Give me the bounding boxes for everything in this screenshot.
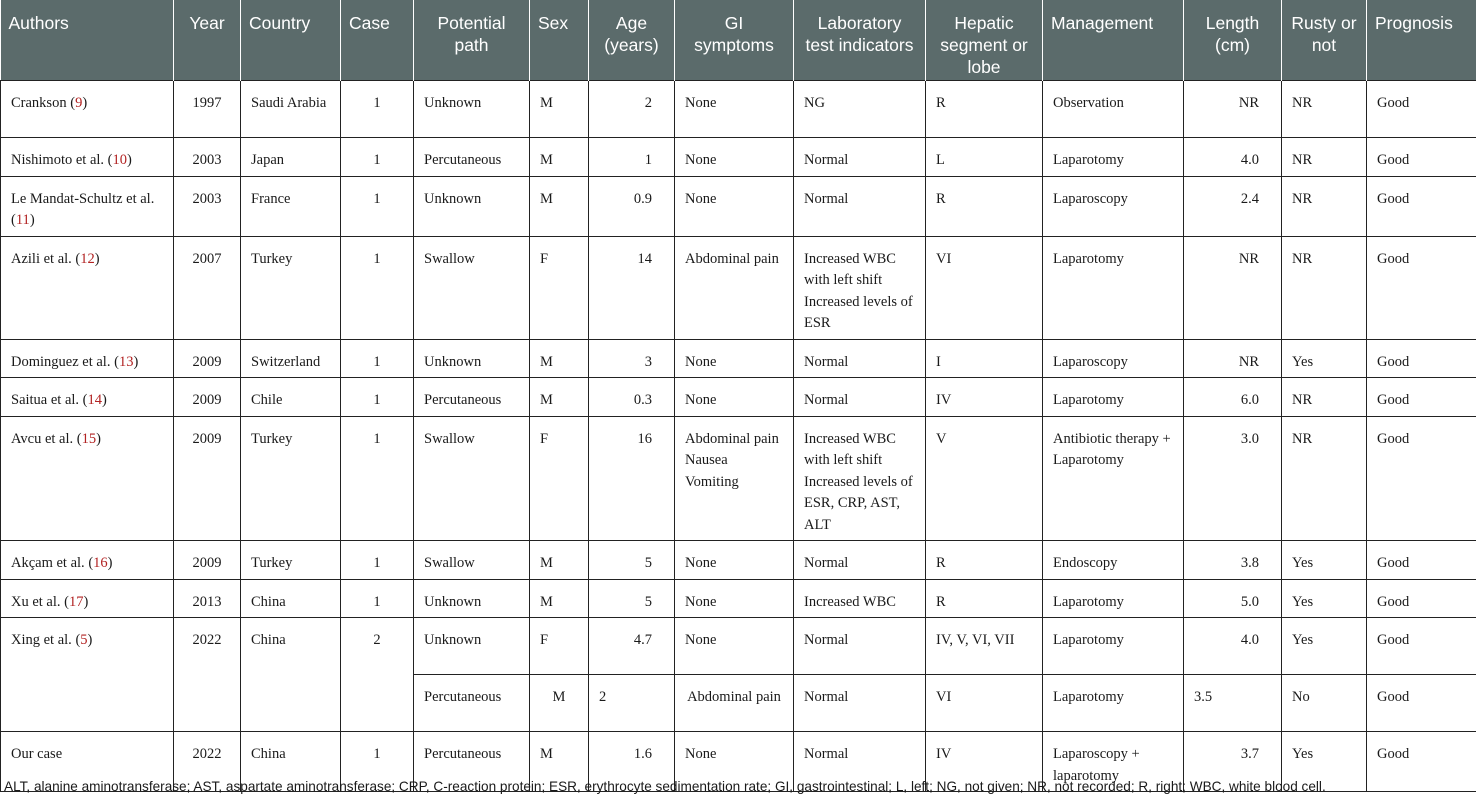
cell-path: Unknown: [414, 176, 530, 236]
cell-rusty: Yes: [1282, 541, 1367, 580]
cell-management: Laparoscopy: [1043, 176, 1184, 236]
cell-author: Avcu et al. (15): [1, 416, 174, 541]
cell-segment: R: [926, 81, 1043, 138]
cell-lab: Normal: [794, 618, 926, 675]
cell-lab: Increased WBC with left shift Increased levels of ESR, CRP, AST, ALT: [794, 416, 926, 541]
header-hepatic-segment: Hepatic segment or lobe: [926, 0, 1043, 81]
cell-segment: VI: [926, 675, 1043, 732]
cell-segment: V: [926, 416, 1043, 541]
cell-lab: Normal: [794, 541, 926, 580]
cell-path: Percutaneous: [414, 675, 530, 732]
cell-age: 14: [589, 236, 675, 339]
cell-prognosis: Good: [1367, 81, 1476, 138]
cell-prognosis: Good: [1367, 579, 1476, 618]
reference-link[interactable]: 15: [81, 430, 97, 447]
cell-segment: IV, V, VI, VII: [926, 618, 1043, 675]
author-name: Akçam et al.: [11, 555, 85, 571]
cell-path: Percutaneous: [414, 732, 530, 792]
cell-author: Le Mandat-Schultz et al. (11): [1, 176, 174, 236]
cell-author: Xu et al. (17): [1, 579, 174, 618]
cell-rusty: NR: [1282, 378, 1367, 417]
table-row: [1, 81, 1476, 138]
header-year: Year: [174, 0, 241, 81]
cell-length: NR: [1184, 236, 1282, 339]
cell-path: Swallow: [414, 541, 530, 580]
cell-year: 2009: [174, 541, 241, 580]
cell-segment: R: [926, 176, 1043, 236]
cell-rusty: NR: [1282, 236, 1367, 339]
cell-segment: L: [926, 138, 1043, 177]
cell-sex: M: [530, 541, 589, 580]
author-name: Avcu et al.: [11, 430, 74, 447]
cell-age: 5: [589, 579, 675, 618]
cell-sex: M: [530, 675, 589, 732]
cell-age: 5: [589, 541, 675, 580]
cell-rusty: NR: [1282, 81, 1367, 138]
cell-prognosis: Good: [1367, 236, 1476, 339]
cell-rusty: Yes: [1282, 732, 1367, 792]
cell-country: Saudi Arabia: [241, 81, 341, 138]
cell-path: Unknown: [414, 81, 530, 138]
cell-author: Nishimoto et al. (10): [1, 138, 174, 177]
cell-sex: M: [530, 176, 589, 236]
table-row: [1, 138, 1476, 177]
reference-link[interactable]: 10: [112, 152, 128, 168]
cell-segment: IV: [926, 378, 1043, 417]
header-country: Country: [241, 0, 341, 81]
cell-year: 2009: [174, 339, 241, 378]
author-name: Nishimoto et al.: [11, 152, 105, 168]
cell-year: 2009: [174, 378, 241, 417]
reference-link[interactable]: 5: [80, 632, 88, 648]
author-name: Crankson: [11, 95, 67, 111]
cell-rusty: Yes: [1282, 339, 1367, 378]
header-authors: Authors: [1, 0, 174, 81]
cell-rusty: NR: [1282, 176, 1367, 236]
cell-author: Crankson (9): [1, 81, 174, 138]
cell-path: Unknown: [414, 618, 530, 675]
cell-age: 2: [589, 675, 675, 732]
cell-segment: VI: [926, 236, 1043, 339]
cell-lab: Normal: [794, 378, 926, 417]
cell-length: 3.8: [1184, 541, 1282, 580]
cell-management: Laparotomy: [1043, 579, 1184, 618]
cell-lab: Normal: [794, 732, 926, 792]
cell-year: 2022: [174, 732, 241, 792]
author-name: Xing et al.: [11, 632, 72, 648]
cell-management: Laparotomy: [1043, 236, 1184, 339]
header-prognosis: Prognosis: [1367, 0, 1476, 81]
cell-country: Turkey: [241, 416, 341, 541]
cell-country: Chile: [241, 378, 341, 417]
cell-year: 2003: [174, 138, 241, 177]
cell-gi-symptoms: None: [675, 378, 794, 417]
cell-lab: Increased WBC: [794, 579, 926, 618]
cell-gi-symptoms: None: [675, 176, 794, 236]
table-row: [1, 176, 1476, 236]
cell-rusty: NR: [1282, 416, 1367, 541]
cell-year: 2022: [174, 618, 241, 732]
cell-country: Japan: [241, 138, 341, 177]
cell-gi-symptoms: None: [675, 732, 794, 792]
cell-lab: Normal: [794, 176, 926, 236]
cell-path: Percutaneous: [414, 138, 530, 177]
table-row: [1, 541, 1476, 580]
cell-length: 4.0: [1184, 138, 1282, 177]
cell-gi-symptoms: Abdominal pain: [675, 675, 794, 732]
header-management: Management: [1043, 0, 1184, 81]
cell-sex: F: [530, 236, 589, 339]
reference-link[interactable]: 11: [15, 212, 30, 228]
cell-rusty: No: [1282, 675, 1367, 732]
header-gi-symptoms: GI symptoms: [675, 0, 794, 81]
cell-gi-symptoms: None: [675, 541, 794, 580]
cell-prognosis: Good: [1367, 176, 1476, 236]
cell-year: 2009: [174, 416, 241, 541]
author-name: Xu et al.: [11, 593, 61, 610]
table-footnote: ALT, alanine aminotransferase; AST, aspartate aminotransferase; CRP, C-reaction protein; ESR, erythrocyte sedimentation rate; GI, gastrointestinal; L, left; NG, not given; NR, not recorded; R, right; WBC, white blood cell.: [4, 779, 1326, 794]
cell-sex: M: [530, 138, 589, 177]
author-name: Azili et al.: [11, 250, 72, 267]
header-sex: Sex: [530, 0, 589, 81]
cell-prognosis: Good: [1367, 339, 1476, 378]
cell-case: 1: [341, 81, 414, 138]
reference-link[interactable]: 14: [87, 392, 103, 408]
cell-lab: Normal: [794, 138, 926, 177]
reference-link[interactable]: 16: [93, 555, 108, 571]
cell-gi-symptoms: None: [675, 579, 794, 618]
header-lab-indicators: Laboratory test indicators: [794, 0, 926, 81]
cell-country: Turkey: [241, 541, 341, 580]
cell-case: 1: [341, 541, 414, 580]
reference-link[interactable]: 12: [80, 250, 95, 267]
cell-management: Laparotomy: [1043, 138, 1184, 177]
cell-case: 2: [341, 618, 414, 732]
cell-path: Percutaneous: [414, 378, 530, 417]
cell-case: 1: [341, 339, 414, 378]
table-row: [1, 618, 1476, 675]
table-row: [1, 579, 1476, 618]
cell-sex: M: [530, 378, 589, 417]
table-row: [1, 378, 1476, 417]
cell-rusty: Yes: [1282, 579, 1367, 618]
cell-year: 1997: [174, 81, 241, 138]
cell-prognosis: Good: [1367, 732, 1476, 792]
cell-prognosis: Good: [1367, 618, 1476, 675]
cell-segment: R: [926, 579, 1043, 618]
cell-lab: Normal: [794, 339, 926, 378]
author-name: Le Mandat-Schultz et al.: [11, 190, 155, 207]
cell-management: Laparotomy: [1043, 675, 1184, 732]
cell-case: 1: [341, 176, 414, 236]
cell-path: Swallow: [414, 416, 530, 541]
cell-country: Switzerland: [241, 339, 341, 378]
cell-prognosis: Good: [1367, 378, 1476, 417]
cell-length: 3.7: [1184, 732, 1282, 792]
cell-management: Laparoscopy + laparotomy: [1043, 732, 1184, 792]
cell-age: 1: [589, 138, 675, 177]
cell-sex: F: [530, 618, 589, 675]
cell-gi-symptoms: Abdominal pain Nausea Vomiting: [675, 416, 794, 541]
cell-length: 3.5: [1184, 675, 1282, 732]
cell-author: Dominguez et al. (13): [1, 339, 174, 378]
cell-gi-symptoms: Abdominal pain: [675, 236, 794, 339]
cell-case: 1: [341, 416, 414, 541]
cell-country: Turkey: [241, 236, 341, 339]
cell-age: 16: [589, 416, 675, 541]
cell-author: Saitua et al. (14): [1, 378, 174, 417]
cell-length: 3.0: [1184, 416, 1282, 541]
cell-case: 1: [341, 236, 414, 339]
cell-length: NR: [1184, 81, 1282, 138]
reference-link[interactable]: 17: [69, 593, 84, 610]
author-name: Saitua et al.: [11, 392, 80, 408]
cell-case: 1: [341, 579, 414, 618]
cell-management: Laparoscopy: [1043, 339, 1184, 378]
cell-management: Laparotomy: [1043, 618, 1184, 675]
cell-age: 3: [589, 339, 675, 378]
cell-rusty: Yes: [1282, 618, 1367, 675]
cell-gi-symptoms: None: [675, 81, 794, 138]
reference-link[interactable]: 9: [75, 95, 83, 111]
cell-country: China: [241, 618, 341, 732]
cell-country: China: [241, 732, 341, 792]
cell-year: 2007: [174, 236, 241, 339]
cell-age: 4.7: [589, 618, 675, 675]
author-name: Dominguez et al.: [11, 353, 111, 370]
header-potential-path: Potential path: [414, 0, 530, 81]
cell-sex: M: [530, 732, 589, 792]
table-row: [1, 416, 1476, 541]
cell-author: Azili et al. (12): [1, 236, 174, 339]
cell-country: France: [241, 176, 341, 236]
cell-age: 2: [589, 81, 675, 138]
cell-path: Unknown: [414, 579, 530, 618]
cell-sex: F: [530, 416, 589, 541]
cell-case: 1: [341, 378, 414, 417]
cell-management: Antibiotic therapy + Laparotomy: [1043, 416, 1184, 541]
header-row: [1, 0, 1476, 81]
reference-link[interactable]: 13: [118, 353, 134, 370]
cell-length: 5.0: [1184, 579, 1282, 618]
header-rusty: Rusty or not: [1282, 0, 1367, 81]
cell-prognosis: Good: [1367, 675, 1476, 732]
cell-author: Xing et al. (5): [1, 618, 174, 732]
cell-sex: M: [530, 339, 589, 378]
cell-segment: R: [926, 541, 1043, 580]
cell-age: 1.6: [589, 732, 675, 792]
cell-path: Swallow: [414, 236, 530, 339]
cell-country: China: [241, 579, 341, 618]
cell-prognosis: Good: [1367, 416, 1476, 541]
cell-age: 0.3: [589, 378, 675, 417]
cell-lab: Increased WBC with left shift Increased levels of ESR: [794, 236, 926, 339]
cell-management: Endoscopy: [1043, 541, 1184, 580]
cell-case: 1: [341, 138, 414, 177]
table-row: [1, 236, 1476, 339]
cell-lab: Normal: [794, 675, 926, 732]
cell-management: Laparotomy: [1043, 378, 1184, 417]
cell-gi-symptoms: None: [675, 339, 794, 378]
cell-gi-symptoms: None: [675, 138, 794, 177]
cell-sex: M: [530, 81, 589, 138]
author-name: Our case: [11, 746, 63, 762]
cell-age: 0.9: [589, 176, 675, 236]
table-row: [1, 339, 1476, 378]
header-age: Age (years): [589, 0, 675, 81]
cell-prognosis: Good: [1367, 138, 1476, 177]
cell-year: 2013: [174, 579, 241, 618]
header-length: Length (cm): [1184, 0, 1282, 81]
header-case: Case: [341, 0, 414, 81]
cell-year: 2003: [174, 176, 241, 236]
cell-segment: IV: [926, 732, 1043, 792]
cell-lab: NG: [794, 81, 926, 138]
cell-length: 4.0: [1184, 618, 1282, 675]
cell-length: NR: [1184, 339, 1282, 378]
cell-management: Observation: [1043, 81, 1184, 138]
cell-author: Akçam et al. (16): [1, 541, 174, 580]
cell-gi-symptoms: None: [675, 618, 794, 675]
cell-path: Unknown: [414, 339, 530, 378]
cell-length: 6.0: [1184, 378, 1282, 417]
cell-sex: M: [530, 579, 589, 618]
cell-length: 2.4: [1184, 176, 1282, 236]
cell-rusty: NR: [1282, 138, 1367, 177]
cell-prognosis: Good: [1367, 541, 1476, 580]
cell-segment: I: [926, 339, 1043, 378]
cell-case: 1: [341, 732, 414, 792]
